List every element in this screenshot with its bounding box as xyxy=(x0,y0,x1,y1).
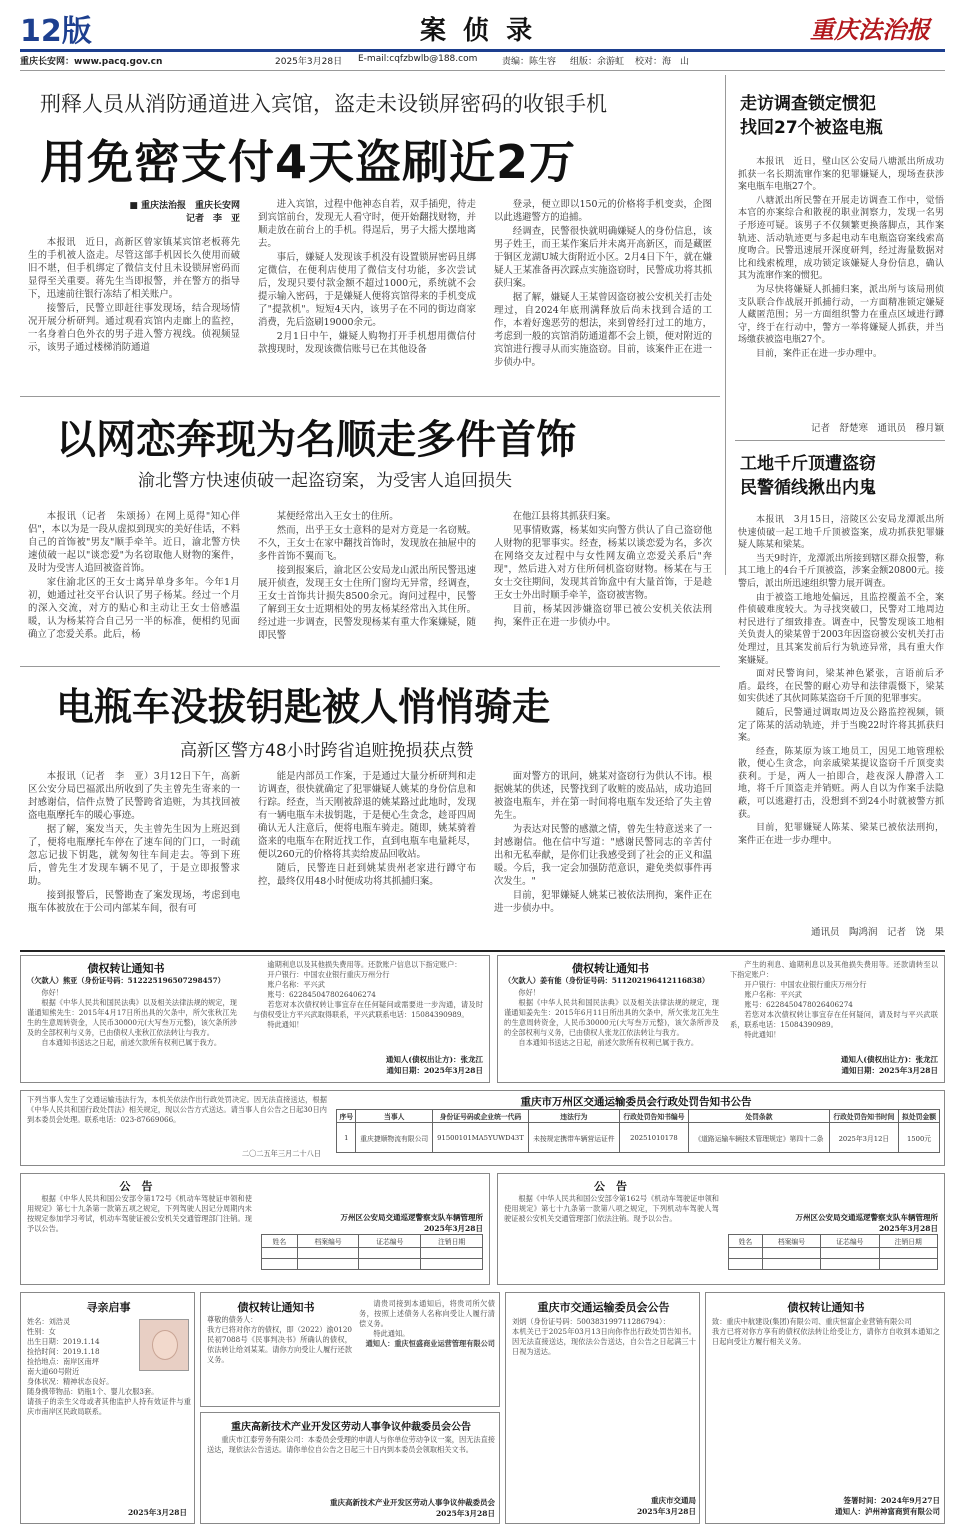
article1-kicker: 刑释人员从消防通道进入宾馆，盗走未设锁屏密码的收银手机 xyxy=(40,92,607,116)
penalty-notice xyxy=(20,1090,945,1166)
paragraph: 进入宾馆，过程中他神态自若，双手插兜，待走到宾馆前台，发现无人看守时，便开始翻找财物，并顺走放在前台上的手机。得逞后，男子大摇大摆地离去。 xyxy=(258,199,476,249)
debt-notice-1-body xyxy=(27,988,237,1080)
article1-col1 xyxy=(28,236,240,386)
paragraph: 见事情败露，杨某如实向警方供认了自己盗窃他人财物的犯罪事实。经查，杨某以谈恋爱为名，多次在网络交友过程中与女性网友确立恋爱关系后"奔现"，然后进入对方住所伺机盗窃财物。杨某在与王女士交往期间，发现其首饰盒中有大量首饰，于是趁王女士外出时顺手牵羊，盗窃被害物。 xyxy=(494,525,712,601)
labor-notice xyxy=(200,1412,500,1524)
paragraph: 然而，出乎王女士意料的是对方竟是一名窃贼。不久，王女士在家中翻找首饰时，发现放在抽屉中的多件首饰不翼而飞。 xyxy=(258,525,476,562)
divider xyxy=(20,666,720,667)
table-header-cell: 拟处罚金额 xyxy=(899,1110,940,1123)
debt-notice-2-body-cont: 产生的利息、逾期利息以及其他损失费用等。还款请转至以下指定账户： 开户银行：中国农业银行重庆万州分行 账户名称：平兴武 账号：6228450478026406274 若您对本次债权转让事宜存在任何疑问，请及时与平兴武联系，联系电话：15084390989。 特此通知！ xyxy=(730,960,938,1039)
penalty-notice-title: 重庆市万州区交通运输委员会行政处罚告知书公告 xyxy=(520,1096,752,1108)
paragraph: 随后，民警连日赶到姚某贵州老家进行蹲守布控，最终仅用48小时便成功将其抓捕归案。 xyxy=(258,863,476,887)
table-cell: 2025年3月12日 xyxy=(829,1123,898,1153)
debt-notice-1-debtor: （欠款人）熊亚（身份证号码：512225196507298457） xyxy=(27,976,225,985)
debt-notice-2-debtor: （欠款人）姜有能（身份证号码：511202196412116838） xyxy=(504,976,710,985)
debt-notice-3-title: 债权转让通知书 xyxy=(237,1301,315,1314)
paragraph: 面对警方的讯问，姚某对盗窃行为供认不讳。根据姚某的供述，民警找到了收赃的废品站，成功追回被盗电瓶车，并在第一时间将电瓶车发还给了失主曾先生。 xyxy=(494,771,712,821)
sidebar1-byline: 记者 舒楚寒 通讯员 穆月颖 xyxy=(810,423,944,434)
debt-notice-3-body: 尊敬的债务人： 我方已将对你方的债权，即（2022）渝0120民初7088号《民事判决书》所确认的债权，依法转让给刘某某。请你方向受让人履行还款义务。 xyxy=(207,1315,352,1364)
divider xyxy=(20,396,720,397)
column-divider xyxy=(725,75,726,575)
paragraph: 经查，陈某原为该工地员工，因见工地管理松散，便心生贪念，向亲戚梁某提议盗窃千斤顶变卖获利。于是，两人一拍即合，趁夜深人静潜入工地，将千斤顶盗走并销赃。两人自以为作案手法隐蔽，可以逃避打击，没想到不到24小时就被警方抓获。 xyxy=(738,746,944,820)
article1-byline: ■ 重庆法治报 重庆长安网 记者 李 亚 xyxy=(129,201,240,224)
table-header-cell: 身份证号码或企业统一代码 xyxy=(432,1110,528,1123)
paragraph: 为表达对民警的感激之情，曾先生特意送来了一封感谢信。他在信中写道："感谢民警同志的辛苦付出和无私奉献，是你们让我感受到了社会的正义和温暖。今后，我一定会加强防范意识，避免类似事件再次发生。" xyxy=(494,824,712,887)
page-number: 12版 xyxy=(20,14,92,49)
paragraph: 登录，便立即以150元的价格将手机变卖，企图以此逃避警方的追捕。 xyxy=(494,199,712,223)
layout-editor: 组版：余游虹 xyxy=(570,57,625,67)
public-notice-2 xyxy=(497,1173,945,1285)
article3-headline: 电瓶车没拔钥匙被人悄悄骑走 xyxy=(56,685,551,729)
editor: 责编：陈生容 xyxy=(502,57,557,67)
labor-notice-title: 重庆高新技术产业开发区劳动人事争议仲裁委员会公告 xyxy=(231,1422,471,1433)
proofreader: 校对：海 山 xyxy=(635,57,690,67)
table-cell: 未按规定携带车辆营运证件 xyxy=(529,1123,620,1153)
debt-notice-2-title: 债权转让通知书 xyxy=(572,962,649,975)
debt-notice-4-signature: 签署时间：2024年9月27日 通知人：泸州神富商贸有限公司 xyxy=(835,1496,940,1516)
paragraph: 家住渝北区的王女士离异单身多年。今年1月初，她通过社交平台认识了男子杨某。经过一个月的深入交流，对方的贴心和主动让王女士倍感温暖，认为杨某符合自己另一半的标准，便相约见面确立了恋爱关系。此后，杨 xyxy=(28,577,240,640)
debt-notice-4-title: 债权转让通知书 xyxy=(787,1301,865,1314)
debt-notice-1-signature: 通知人(债权出让方)：张龙江 通知日期：2025年3月28日 xyxy=(385,1055,483,1075)
paragraph: 接到报案后，渝北区公安局龙山派出所民警迅速展开侦查，发现王女士住所门窗均无异常，经调查，王女士首饰共计损失8500余元。询问过程中，民警了解到王女士近期相处的男友杨某经常出入其住所。经过进一步调查，民警发现杨某有重大作案嫌疑，随即民警 xyxy=(258,565,476,641)
table-cell: 重庆捷顺物流有限公司 xyxy=(356,1123,432,1153)
article2-col2 xyxy=(258,510,476,658)
table-header-cell: 违法行为 xyxy=(529,1110,620,1123)
transport-notice xyxy=(505,1292,700,1524)
missing-person-body: 姓名：刘浩灵 性别：女 出生日期：2019.1.14 捡拾时间：2019.1.18 捡拾地点：南岸区南坪 南大道60号附近 身体状况：精神状态良好。 随身携带物品：奶瓶1个、婴儿衣服3套。 请孩子的亲生父母或者其他监护人持有效证件与重庆市南岸区民政局联系。 xyxy=(27,1317,191,1416)
penalty-table xyxy=(336,1109,940,1153)
debt-notice-1-body-cont: 逾期利息以及其他损失费用等。还款账户信息以下指定账户： 开户银行：中国农业银行重庆万州分行 账户名称：平兴武 账号：6228450478026406274 若您对本次债权转让事宜存在任何疑问或需要进一步沟通，请及时与债权受让方平兴武取得联系，平兴武联系电话：15084390989。 特此通知！ xyxy=(253,960,483,1029)
email-link[interactable]: E-mail:cqfzbwlb@188.com xyxy=(358,54,478,64)
paragraph: 本报讯 近日，璧山区公安局八塘派出所成功抓获一名长期流窜作案的犯罪嫌疑人，现场查获涉案电瓶车电瓶27个。 xyxy=(738,157,944,193)
table-header-cell: 行政处罚告知书时间 xyxy=(829,1110,898,1123)
paragraph: 2月1日中午，嫌疑人购物打开手机想用微信付款搜现时，发现该微信账号已在其他设备 xyxy=(258,331,476,355)
paragraph: 接到报警后，民警勘查了案发现场，考虑到电瓶车体被放在于公司内部某车间，很有可 xyxy=(28,890,240,914)
masthead-rule xyxy=(20,49,945,52)
debt-notice-4-body: 致：重庆中航建设(集团)有限公司、重庆恒富企业营销有限公司 我方已将对你方享有的债权依法转让给受让方，请你方自收到本通知之日起向受让方履行相关义务。 xyxy=(712,1317,940,1346)
debt-notice-2-signature: 通知人(债权出让方)：张龙江 通知日期：2025年3月28日 xyxy=(840,1055,938,1075)
debt-notice-4 xyxy=(705,1292,945,1524)
debt-notice-3-body-cont: 请贵司接到本通知后，将贵司所欠债务，按照上述债务人名称向受让人履行清偿义务。 特此通知。 通知人：重庆恒盛商业运营管理有限公司 xyxy=(359,1299,495,1348)
paragraph: 面对民警询问，梁某神色紧张，言语前后矛盾。最终，在民警的耐心劝导和法律震慑下，梁某如实供述了其伙同陈某盗窃千斤顶的犯罪事实。 xyxy=(738,669,944,705)
issue-date: 2025年3月28日 xyxy=(275,57,343,67)
paragraph: 自本通知书送达之日起，前述欠款所有权利已属于我方。 xyxy=(41,1038,222,1047)
missing-person-date: 2025年3月28日 xyxy=(127,1508,187,1517)
public-notice-1-table: 姓名 档案编号 证芯编号 注销日期 xyxy=(261,1234,483,1270)
paragraph: 目前，案件正在进一步办理中。 xyxy=(756,348,883,359)
paragraph: 你好！ xyxy=(518,988,540,997)
labor-notice-signature: 重庆高新技术产业开发区劳动人事争议仲裁委员会 2025年3月28日 xyxy=(330,1498,495,1518)
public-notice-1-body: 根据《中华人民共和国公安部令第172号《机动车驾驶证申领和使用规定》第七十九条第一款第五项之规定，下列驾驶人因记分周期内未按规定参加学习考试，机动车驾驶证被公安机关交通管理部门注销。现予以公告。 xyxy=(27,1194,252,1233)
paragraph: 随后，民警通过调取周边及公路监控视频，锁定了陈某的活动轨迹，并于当晚22时许将其抓获归案。 xyxy=(738,707,944,744)
paragraph: 经调查，民警很快就明确嫌疑人的身份信息，该男子姓王，而王某作案后并未离开高新区，而是藏匿于铜区龙湖U城大街附近小区。2月4日下午，就在嫌疑人王某准备再次踩点实施盗窃时，民警成功将其抓获归案。 xyxy=(494,226,712,289)
table-cell: 20251010178 xyxy=(619,1123,688,1153)
paragraph: 自本通知书送达之日起，前述欠款所有权利已属于我方。 xyxy=(518,1038,699,1047)
table-header-cell: 当事人 xyxy=(356,1110,432,1123)
brand-logo: 重庆法治报 xyxy=(810,15,930,44)
site-url[interactable]: 重庆长安网：www.pacq.gov.cn xyxy=(20,57,163,67)
paragraph: 据了解，嫌疑人王某曾因盗窃被公安机关打击处理过，自2024年底刑满释放后尚未找到合适的工作，本着好逸恶劳的想法，来到曾经打过工的地方，考虑到一般的宾馆消防通道都不会上锁，便对附近的宾馆进行搜寻从而实施盗窃。目前，该案件正在进一步侦办中。 xyxy=(494,292,712,368)
paragraph: 本报讯 近日，高新区曾家镇某宾馆老板蒋先生的手机被人盗走。尽管这部手机因长久使用而破旧不堪，但手机绑定了微信支付且未设锁屏密码而显得至关重要。蒋先生当即报警，并在警方的指导下，迅速前往银行冻结了相关账户。 xyxy=(28,237,240,300)
paragraph: 目前，犯罪嫌疑人姚某已被依法刑拘，案件正在进一步侦办中。 xyxy=(494,890,712,914)
sidebar2-body xyxy=(738,514,944,924)
paragraph: 八塘派出所民警在开展走访调查工作中，觉悟本官的亦案综合和散视的职业洞察力，发现一名男子形迹可疑。该男子不仅频繁更换落脚点，其作案轨迹、活动轨迹更与多起电动车电瓶盗窃案线索高度吻合。民警迅速展开深度研判，经过海量数据对比和线索梳理，成功锁定该嫌疑人身份信息，确认其为流窜作案的惯犯。 xyxy=(738,195,944,282)
table-cell: 1 xyxy=(337,1123,356,1153)
section-title: 案 侦 录 xyxy=(420,16,537,46)
paragraph: 本报讯（记者 朱颂扬）在网上觅得"知心伴侣"，本以为是一段从虚拟到现实的美好佳话，不料自己的首饰被"男友"顺手牵羊。近日，渝北警方快速侦破一起以"谈恋爱"为名窃取他人财物的案件，及时为受害人追回被盗首饰。 xyxy=(28,511,240,574)
debt-notice-1-title: 债权转让通知书 xyxy=(87,962,165,975)
article1-headline: 用免密支付4天盗刷近2万 xyxy=(40,135,577,189)
paragraph: 据了解，案发当天，失主曾先生因为上班迟到了，便将电瓶摩托车停在了速车间的门口，一时疏忽忘记拔下钥匙，就匆匆往车间走去。等到下班后，曾先生才发现车辆不见了，于是立即报警求助。 xyxy=(28,824,240,887)
paragraph: 根据《中华人民共和国民法典》以及相关法律法规的规定，现谨通知姜先生：2015年6月11日所出具的欠条中，所欠张龙江先生的生意周转资金，人民币30000元(大写叁万元整)，该欠条所涉及的全部权利与义务，已由债权人张龙江依法转让与我方。 xyxy=(504,998,719,1037)
penalty-table-row xyxy=(337,1123,940,1153)
missing-person-title: 寻亲启事 xyxy=(86,1301,131,1314)
public-notice-1-title: 公 告 xyxy=(119,1180,153,1193)
missing-person-notice xyxy=(20,1292,195,1524)
article2-subhead: 渝北警方快速侦破一起盗窃案，为受害人追回损失 xyxy=(138,471,512,491)
debt-notice-2 xyxy=(497,955,945,1083)
divider xyxy=(735,440,945,441)
transport-notice-body: 刘炳（身份证号码：500383199711286794）： 本机关已于2025年03月13日向你作出行政处罚告知书。因无法直接送达，现依法公告送达，自公告之日起满三十日视为送达。 xyxy=(512,1317,696,1356)
article1-col2 xyxy=(258,198,476,386)
notices-top-rule xyxy=(20,950,945,952)
divider xyxy=(20,70,945,71)
paragraph: 在他江县将其抓获归案。 xyxy=(512,511,616,522)
article2-headline: 以网恋奔现为名顺走多件首饰 xyxy=(56,417,576,463)
article2-col1 xyxy=(28,510,240,658)
public-notice-2-title: 公 告 xyxy=(594,1180,627,1193)
paragraph: 目前，杨某因涉嫌盗窃罪已被公安机关依法刑拘，案件正在进一步侦办中。 xyxy=(494,604,712,628)
article3-col3 xyxy=(494,770,712,946)
debt-notice-1 xyxy=(20,955,490,1083)
paragraph: 接警后，民警立即赶往事发现场，结合现场情况开展分析研判。通过观看宾馆内走廊上的监控，一名身着白色外衣的男子进入警方视线。侦视频显示，该男子通过楼梯消防通道 xyxy=(28,303,240,353)
table-header-cell: 处罚条款 xyxy=(689,1110,830,1123)
paragraph: 当天9时许，龙潭派出所接到辖区群众报警，称其工地上的4台千斤顶被盗，涉案金额20800元。接警后，派出所迅速组织警力展开调查。 xyxy=(738,553,944,589)
paragraph: 本报讯（记者 李 亚）3月12日下午，高新区公安分局巴福派出所收到了失主曾先生寄来的一封感谢信，信件点赞了民警跨省追赃，为其找回被盗电瓶摩托车的暖心事迹。 xyxy=(28,771,240,821)
sidebar2-byline: 通讯员 陶鸿润 记者 饶 果 xyxy=(810,927,944,938)
debt-notice-2-body xyxy=(504,988,719,1080)
article3-col2 xyxy=(258,770,476,946)
masthead-info xyxy=(20,54,945,68)
table-cell: 1500元 xyxy=(899,1123,940,1153)
sidebar1-headline: 走访调查锁定惯犯 找回27个被盗电瓶 xyxy=(740,94,883,138)
penalty-notice-intro: 下列当事人发生了交通运输违法行为，本机关依法作出行政处罚决定。因无法直接送达，根据《中华人民共和国行政处罚法》相关规定，现以公告方式送达。请当事人自公告之日起30日内到本委员会处理。联系电话：023-87669066。 xyxy=(27,1095,327,1124)
article3-subhead: 高新区警方48小时跨省追赃挽损获点赞 xyxy=(180,741,474,761)
table-header-cell: 行政处罚告知书编号 xyxy=(619,1110,688,1123)
penalty-table-header xyxy=(337,1110,940,1123)
labor-notice-body: 重庆市江泰劳务有限公司：本委员会受理的申请人与你单位劳动争议一案，因无法直接送达，现依法公告送达。请你单位自公告之日起三十日内到本委员会领取相关文书。 xyxy=(207,1435,495,1454)
transport-notice-title: 重庆市交通运输委员会公告 xyxy=(537,1301,670,1314)
paragraph: 由于被盗工地地处偏远，且监控覆盖不全，案件侦破难度较大。为寻找突破口，民警对工地周边村民进行了细致排查。调查中，民警发现该工地相关负责人的梁某曾于2003年因盗窃被公安机关打击处理过，且其案发前后行为轨迹异常，具有重大作案嫌疑。 xyxy=(738,592,944,666)
transport-notice-signature: 重庆市交通局 2025年3月28日 xyxy=(636,1496,696,1516)
article3-col1 xyxy=(28,770,240,946)
public-notice-2-body: 根据《中华人民共和国公安部令第162号《机动车驾驶证申领和使用规定》第七十九条第一款第八项之规定，下列机动车驾驶人驾驶证被公安机关交通管理部门依法注销。现予以公告。 xyxy=(504,1194,719,1223)
paragraph: 某便经常出入王女士的住所。 xyxy=(276,511,399,522)
paragraph: 目前，犯罪嫌疑人陈某、梁某已被依法刑拘，案件正在进一步办理中。 xyxy=(738,823,944,846)
public-notice-2-table: 姓名 档案编号 证芯编号 注销日期 xyxy=(728,1234,938,1270)
paragraph: 根据《中华人民共和国民法典》以及相关法律法规的规定，现谨通知熊先生：2015年4月17日所出具的欠条中，所欠张秋江先生的生意周转资金，人民币30000元(大写叁万元整)，该欠条所涉及的全部权利与义务，已由债权人张秋江依法转让与我方。 xyxy=(27,998,237,1037)
table-header-cell: 序号 xyxy=(337,1110,356,1123)
public-notice-1-signature: 万州区公安局交通巡逻警察支队车辆管理所 2025年3月28日 xyxy=(340,1213,483,1233)
paragraph: 你好！ xyxy=(41,988,63,997)
table-cell: 91500101MA5YUWD43T xyxy=(432,1123,528,1153)
article1-col3 xyxy=(494,198,712,386)
article2-col3 xyxy=(494,510,712,658)
paragraph: 能是内部员工作案，于是通过大量分析研判和走访调查，很快就确定了犯罪嫌疑人姚某的身份信息和行踪。经查，当天刚被辞退的姚某路过此地时，发现有一辆电瓶车未拔钥匙，于是便心生贪念，趁哥四周确认无人注意后，便将电瓶车骑走。随即，姚某骑着盗来的电瓶车在附近找工作，直到电瓶车电量耗尽，便以260元的价格将其卖给废品回收站。 xyxy=(258,771,476,860)
public-notice-1 xyxy=(20,1173,490,1285)
debt-notice-3 xyxy=(200,1292,500,1407)
public-notice-2-signature: 万州区公安局交通巡逻警察支队车辆管理所 2025年3月28日 xyxy=(795,1213,938,1233)
sidebar1-body xyxy=(738,156,944,418)
paragraph: 本报讯 3月15日，涪陵区公安局龙潭派出所快速侦破一起工地千斤顶被盗案，成功抓获犯罪嫌疑人陈某和梁某。 xyxy=(738,515,944,551)
sidebar2-headline: 工地千斤顶遭盗窃 民警循线揪出内鬼 xyxy=(740,454,876,498)
paragraph: 事后，嫌疑人发现该手机没有设置锁屏密码且绑定微信，在便利店使用了微信支付功能，多次尝试后，发现只要付款金额不超过1000元，系统就不会提示输入密码，于是嫌疑人便将宾馆得来的手机变成了"提款机"。短短4天内，该男子在不同的街边商家消费，先后盗刷19000余元。 xyxy=(258,252,476,328)
penalty-notice-date: 二〇二五年三月二十八日 xyxy=(241,1149,321,1158)
missing-person-photo xyxy=(139,1319,189,1371)
paragraph: 为尽快将嫌疑人抓捕归案，派出所与该局刑侦支队联合作战展开抓捕行动，一方面精准锁定嫌疑人藏匿范围；另一方面组织警力在重点区域进行蹲守，终于在行动中，警方一举将嫌疑人抓获，并当场缴获被盗电瓶27个。 xyxy=(738,284,944,346)
table-cell: 《道路运输车辆技术管理规定》第四十二条 xyxy=(689,1123,830,1153)
